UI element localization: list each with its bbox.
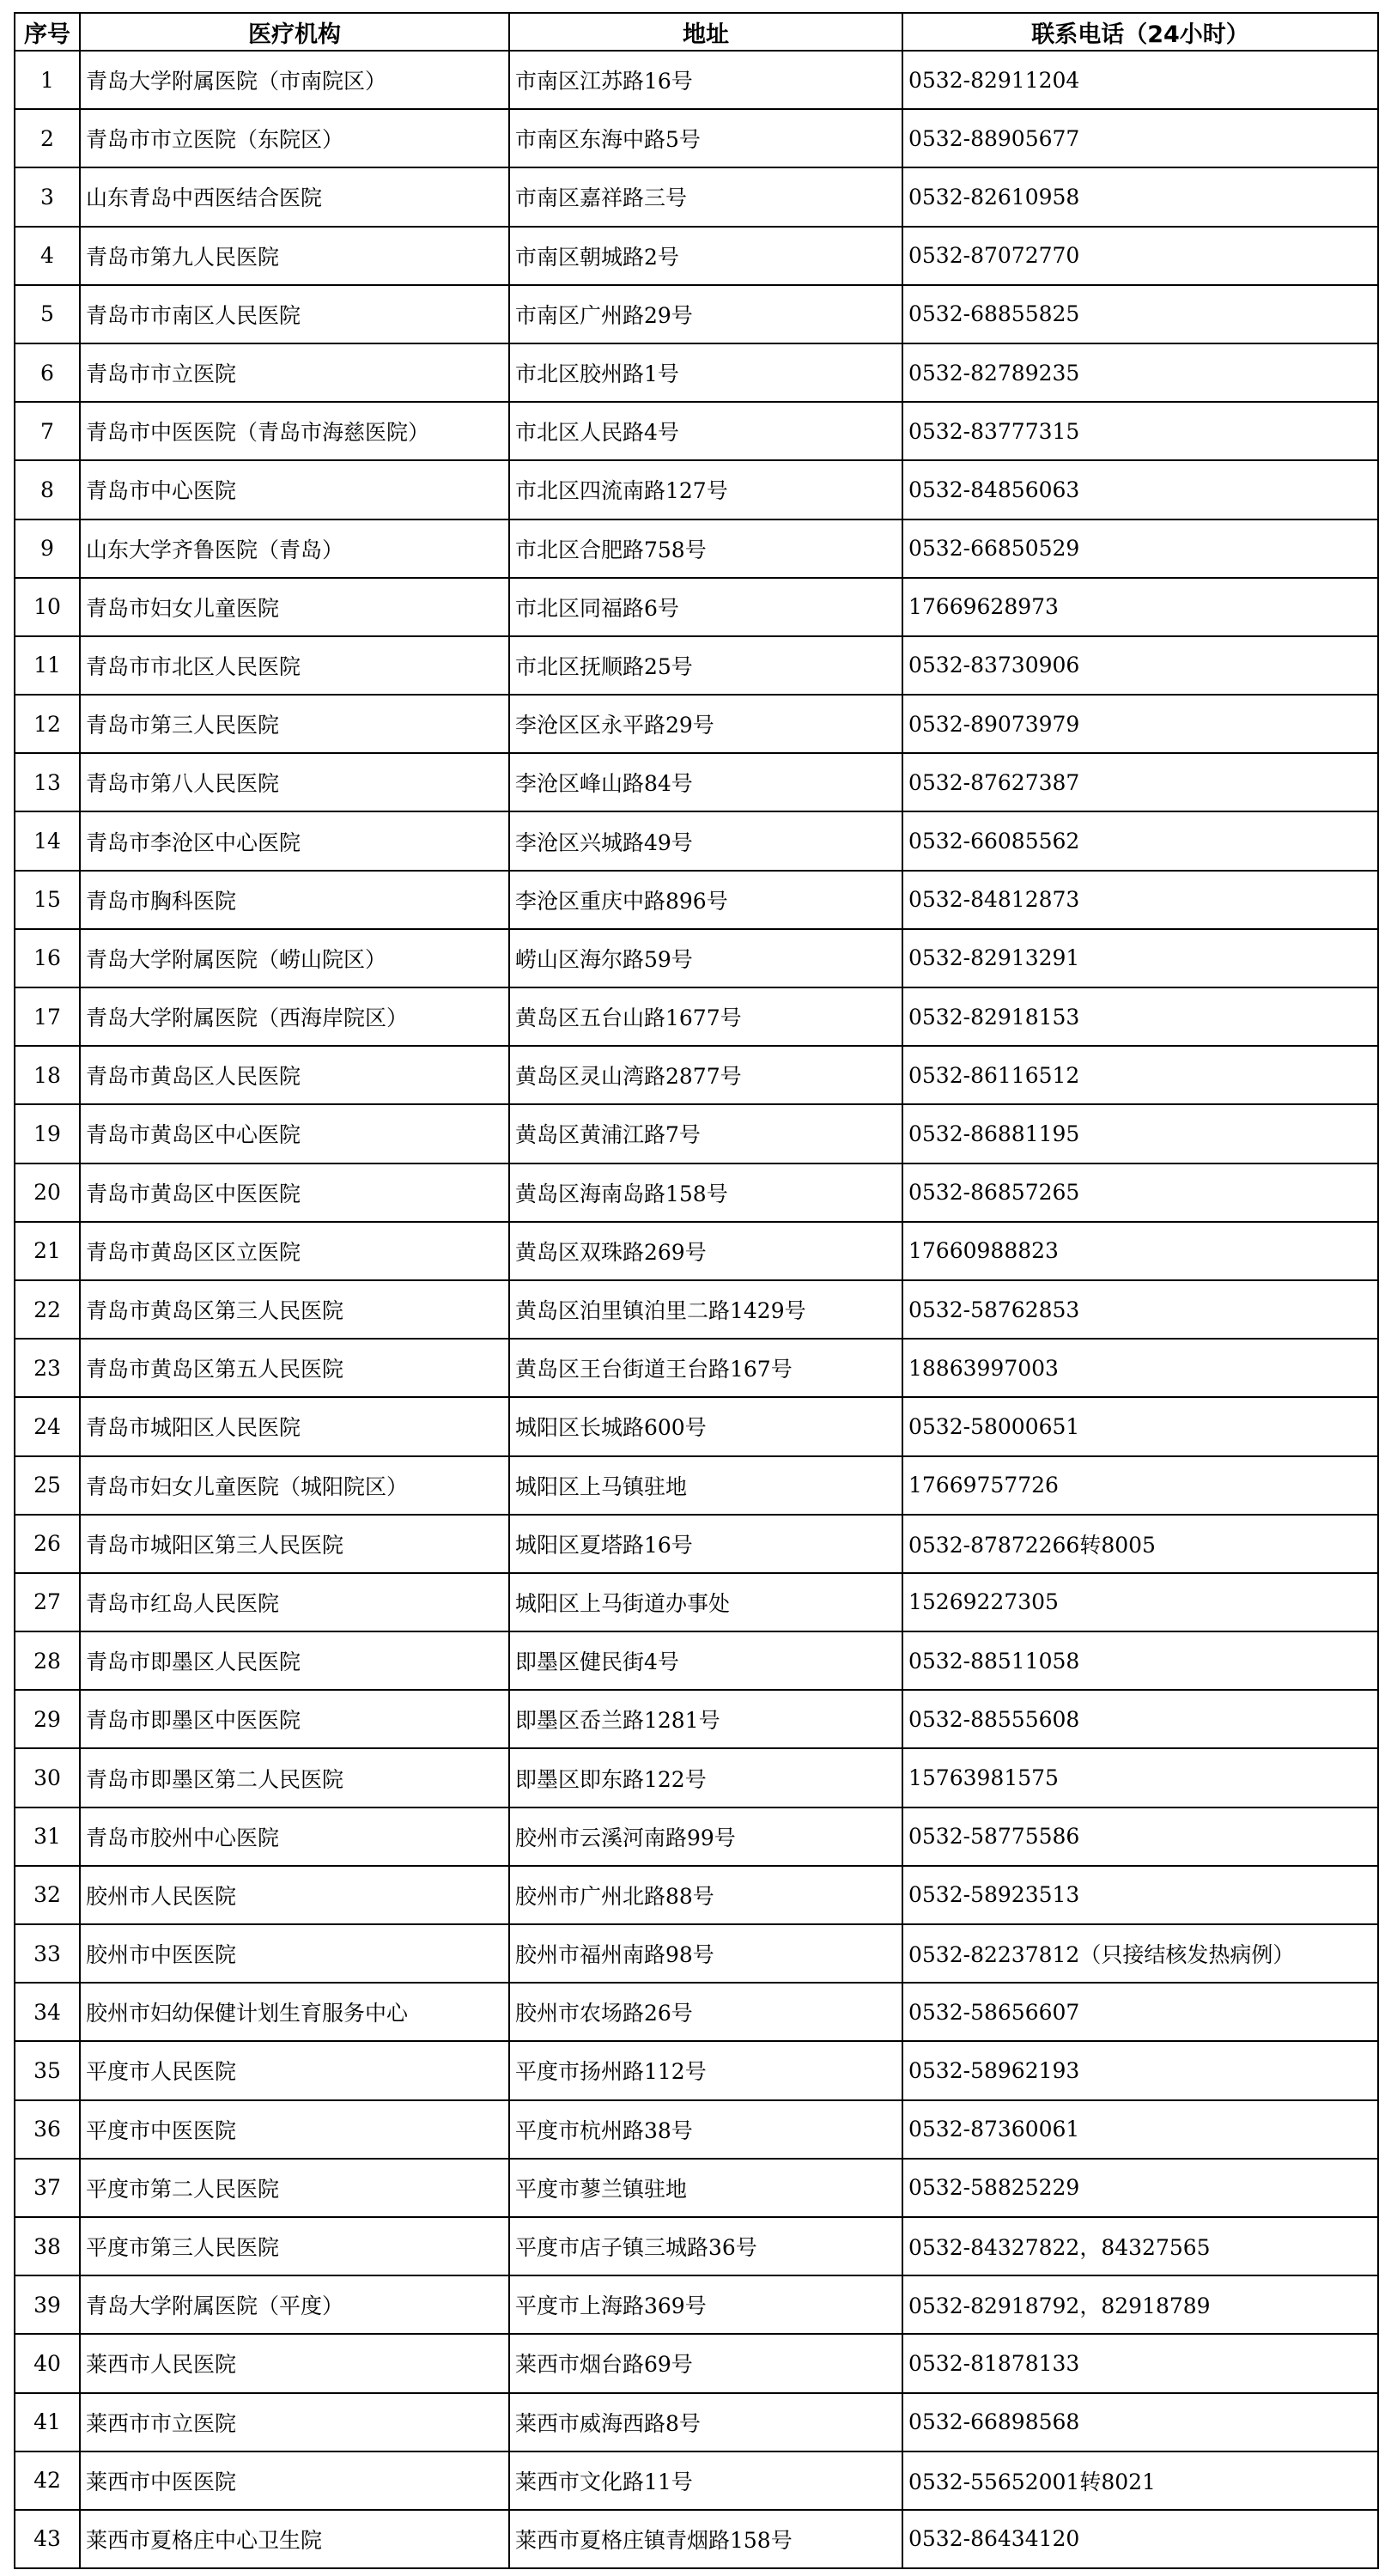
cell-tel: 0532-58656607 (902, 1983, 1378, 2041)
cell-addr: 黄岛区王台街道王台路167号 (509, 1339, 902, 1397)
table-row (15, 1456, 1378, 1515)
table-row (15, 753, 1378, 811)
cell-tel: 0532-82913291 (902, 929, 1378, 987)
cell-addr: 平度市店子镇三城路36号 (509, 2217, 902, 2275)
cell-no: 32 (15, 1866, 80, 1924)
table-row (15, 1280, 1378, 1339)
table-row (15, 1807, 1378, 1866)
cell-no: 24 (15, 1397, 80, 1455)
cell-no: 16 (15, 929, 80, 987)
cell-no: 12 (15, 695, 80, 753)
cell-addr: 黄岛区灵山湾路2877号 (509, 1046, 902, 1104)
cell-addr: 胶州市云溪河南路99号 (509, 1807, 902, 1866)
cell-name: 青岛市即墨区第二人民医院 (80, 1748, 509, 1807)
cell-name: 青岛市市北区人民医院 (80, 636, 509, 695)
table-row (15, 227, 1378, 285)
table-row (15, 1163, 1378, 1222)
table-row (15, 285, 1378, 343)
cell-no: 30 (15, 1748, 80, 1807)
cell-no: 31 (15, 1807, 80, 1866)
cell-addr: 黄岛区黄浦江路7号 (509, 1104, 902, 1163)
cell-tel: 0532-89073979 (902, 695, 1378, 753)
cell-name: 胶州市人民医院 (80, 1866, 509, 1924)
cell-no: 42 (15, 2451, 80, 2510)
cell-addr: 城阳区上马镇驻地 (509, 1456, 902, 1515)
cell-tel: 15763981575 (902, 1748, 1378, 1807)
cell-addr: 李沧区峰山路84号 (509, 753, 902, 811)
table-row (15, 1631, 1378, 1690)
cell-name: 青岛市红岛人民医院 (80, 1573, 509, 1631)
cell-tel: 0532-58000651 (902, 1397, 1378, 1455)
cell-addr: 胶州市福州南路98号 (509, 1924, 902, 1983)
cell-no: 20 (15, 1163, 80, 1222)
cell-name: 青岛市市立医院（东院区） (80, 109, 509, 167)
cell-name: 青岛市第八人民医院 (80, 753, 509, 811)
table-row (15, 1515, 1378, 1573)
hospital-table (14, 12, 1379, 2569)
table-row (15, 929, 1378, 987)
cell-no: 17 (15, 987, 80, 1046)
cell-name: 平度市人民医院 (80, 2041, 509, 2099)
cell-no: 19 (15, 1104, 80, 1163)
cell-no: 15 (15, 871, 80, 929)
cell-tel: 0532-55652001转8021 (902, 2451, 1378, 2510)
cell-tel: 0532-86857265 (902, 1163, 1378, 1222)
table-body (15, 51, 1378, 2568)
cell-no: 27 (15, 1573, 80, 1631)
cell-tel: 0532-82610958 (902, 167, 1378, 226)
cell-addr: 李沧区区永平路29号 (509, 695, 902, 753)
cell-tel: 0532-82911204 (902, 51, 1378, 109)
cell-name: 平度市第二人民医院 (80, 2159, 509, 2217)
cell-addr: 市北区人民路4号 (509, 402, 902, 460)
cell-tel: 0532-58762853 (902, 1280, 1378, 1339)
document-page (14, 12, 1377, 2569)
cell-name: 平度市第三人民医院 (80, 2217, 509, 2275)
cell-no: 37 (15, 2159, 80, 2217)
table-row (15, 1222, 1378, 1280)
cell-no: 11 (15, 636, 80, 695)
cell-addr: 市北区抚顺路25号 (509, 636, 902, 695)
cell-name: 青岛市李沧区中心医院 (80, 811, 509, 870)
table-row (15, 1983, 1378, 2041)
cell-no: 5 (15, 285, 80, 343)
cell-no: 6 (15, 343, 80, 402)
cell-addr: 黄岛区泊里镇泊里二路1429号 (509, 1280, 902, 1339)
header-row (15, 13, 1378, 51)
table-row (15, 51, 1378, 109)
cell-tel: 0532-82789235 (902, 343, 1378, 402)
cell-name: 胶州市中医医院 (80, 1924, 509, 1983)
cell-name: 莱西市人民医院 (80, 2334, 509, 2392)
cell-tel: 0532-58825229 (902, 2159, 1378, 2217)
cell-tel: 0532-82237812（只接结核发热病例） (902, 1924, 1378, 1983)
cell-no: 18 (15, 1046, 80, 1104)
cell-addr: 莱西市烟台路69号 (509, 2334, 902, 2392)
table-row (15, 636, 1378, 695)
table-row (15, 695, 1378, 753)
cell-no: 10 (15, 578, 80, 636)
cell-name: 青岛市中医医院（青岛市海慈医院） (80, 402, 509, 460)
cell-addr: 即墨区岙兰路1281号 (509, 1690, 902, 1748)
cell-tel: 0532-81878133 (902, 2334, 1378, 2392)
cell-tel: 0532-87360061 (902, 2100, 1378, 2159)
cell-addr: 黄岛区海南岛路158号 (509, 1163, 902, 1222)
table-row (15, 1339, 1378, 1397)
cell-addr: 莱西市文化路11号 (509, 2451, 902, 2510)
cell-tel: 0532-84812873 (902, 871, 1378, 929)
cell-addr: 市南区嘉祥路三号 (509, 167, 902, 226)
table-row (15, 578, 1378, 636)
cell-addr: 莱西市威海西路8号 (509, 2393, 902, 2451)
cell-addr: 城阳区长城路600号 (509, 1397, 902, 1455)
cell-addr: 市北区同福路6号 (509, 578, 902, 636)
cell-addr: 黄岛区双珠路269号 (509, 1222, 902, 1280)
cell-addr: 黄岛区五台山路1677号 (509, 987, 902, 1046)
cell-tel: 0532-86434120 (902, 2510, 1378, 2568)
cell-tel: 0532-58923513 (902, 1866, 1378, 1924)
cell-no: 36 (15, 2100, 80, 2159)
cell-no: 25 (15, 1456, 80, 1515)
cell-name: 莱西市夏格庄中心卫生院 (80, 2510, 509, 2568)
cell-addr: 李沧区重庆中路896号 (509, 871, 902, 929)
cell-no: 23 (15, 1339, 80, 1397)
cell-name: 青岛市第九人民医院 (80, 227, 509, 285)
cell-tel: 0532-88555608 (902, 1690, 1378, 1748)
cell-name: 青岛市妇女儿童医院 (80, 578, 509, 636)
table-row (15, 343, 1378, 402)
cell-name: 青岛市黄岛区人民医院 (80, 1046, 509, 1104)
cell-tel: 0532-82918153 (902, 987, 1378, 1046)
cell-tel: 0532-84327822，84327565 (902, 2217, 1378, 2275)
cell-name: 平度市中医医院 (80, 2100, 509, 2159)
cell-name: 青岛市胸科医院 (80, 871, 509, 929)
cell-tel: 0532-83730906 (902, 636, 1378, 695)
cell-tel: 17669757726 (902, 1456, 1378, 1515)
cell-addr: 市南区东海中路5号 (509, 109, 902, 167)
cell-addr: 市南区广州路29号 (509, 285, 902, 343)
table-row (15, 1573, 1378, 1631)
table-row (15, 2041, 1378, 2099)
cell-tel: 0532-87072770 (902, 227, 1378, 285)
cell-addr: 平度市杭州路38号 (509, 2100, 902, 2159)
table-row (15, 167, 1378, 226)
cell-no: 14 (15, 811, 80, 870)
table-row (15, 2100, 1378, 2159)
table-row (15, 1104, 1378, 1163)
cell-addr: 李沧区兴城路49号 (509, 811, 902, 870)
cell-no: 35 (15, 2041, 80, 2099)
cell-addr: 胶州市广州北路88号 (509, 1866, 902, 1924)
header-no: 序号 (15, 13, 80, 51)
cell-name: 青岛大学附属医院（平度） (80, 2275, 509, 2334)
table-row (15, 1924, 1378, 1983)
cell-name: 青岛市即墨区人民医院 (80, 1631, 509, 1690)
table-row (15, 987, 1378, 1046)
cell-name: 莱西市中医医院 (80, 2451, 509, 2510)
cell-name: 青岛大学附属医院（市南院区） (80, 51, 509, 109)
cell-name: 青岛市市立医院 (80, 343, 509, 402)
table-row (15, 2334, 1378, 2392)
table-row (15, 2393, 1378, 2451)
cell-no: 28 (15, 1631, 80, 1690)
cell-addr: 平度市上海路369号 (509, 2275, 902, 2334)
cell-no: 9 (15, 519, 80, 578)
header-tel: 联系电话（24小时） (902, 13, 1378, 51)
cell-name: 青岛市黄岛区第五人民医院 (80, 1339, 509, 1397)
cell-tel: 0532-66085562 (902, 811, 1378, 870)
cell-tel: 17660988823 (902, 1222, 1378, 1280)
cell-no: 33 (15, 1924, 80, 1983)
cell-no: 43 (15, 2510, 80, 2568)
table-row (15, 1748, 1378, 1807)
cell-addr: 平度市蓼兰镇驻地 (509, 2159, 902, 2217)
table-row (15, 871, 1378, 929)
cell-no: 3 (15, 167, 80, 226)
cell-tel: 0532-88511058 (902, 1631, 1378, 1690)
cell-name: 青岛市城阳区第三人民医院 (80, 1515, 509, 1573)
cell-no: 8 (15, 460, 80, 519)
cell-no: 13 (15, 753, 80, 811)
table-row (15, 109, 1378, 167)
table-row (15, 2217, 1378, 2275)
cell-addr: 市北区胶州路1号 (509, 343, 902, 402)
table-row (15, 402, 1378, 460)
cell-name: 青岛市黄岛区中医医院 (80, 1163, 509, 1222)
cell-tel: 17669628973 (902, 578, 1378, 636)
cell-name: 青岛市胶州中心医院 (80, 1807, 509, 1866)
cell-name: 青岛市黄岛区中心医院 (80, 1104, 509, 1163)
cell-addr: 城阳区上马街道办事处 (509, 1573, 902, 1631)
cell-tel: 0532-82918792，82918789 (902, 2275, 1378, 2334)
cell-name: 胶州市妇幼保健计划生育服务中心 (80, 1983, 509, 2041)
cell-addr: 城阳区夏塔路16号 (509, 1515, 902, 1573)
cell-no: 38 (15, 2217, 80, 2275)
cell-tel: 0532-58962193 (902, 2041, 1378, 2099)
cell-name: 青岛市妇女儿童医院（城阳院区） (80, 1456, 509, 1515)
cell-addr: 崂山区海尔路59号 (509, 929, 902, 987)
header-name: 医疗机构 (80, 13, 509, 51)
cell-no: 26 (15, 1515, 80, 1573)
table-row (15, 1690, 1378, 1748)
cell-name: 青岛市黄岛区第三人民医院 (80, 1280, 509, 1339)
cell-addr: 平度市扬州路112号 (509, 2041, 902, 2099)
table-row (15, 519, 1378, 578)
cell-no: 4 (15, 227, 80, 285)
table-row (15, 2159, 1378, 2217)
cell-tel: 0532-87872266转8005 (902, 1515, 1378, 1573)
cell-name: 青岛市第三人民医院 (80, 695, 509, 753)
table-row (15, 1397, 1378, 1455)
cell-name: 青岛市中心医院 (80, 460, 509, 519)
cell-tel: 0532-66850529 (902, 519, 1378, 578)
cell-tel: 0532-87627387 (902, 753, 1378, 811)
cell-name: 青岛大学附属医院（崂山院区） (80, 929, 509, 987)
header-addr: 地址 (509, 13, 902, 51)
cell-name: 青岛市城阳区人民医院 (80, 1397, 509, 1455)
cell-name: 青岛大学附属医院（西海岸院区） (80, 987, 509, 1046)
cell-no: 2 (15, 109, 80, 167)
cell-tel: 0532-84856063 (902, 460, 1378, 519)
cell-addr: 市南区江苏路16号 (509, 51, 902, 109)
table-row (15, 1866, 1378, 1924)
cell-tel: 0532-86881195 (902, 1104, 1378, 1163)
cell-no: 29 (15, 1690, 80, 1748)
cell-name: 青岛市即墨区中医医院 (80, 1690, 509, 1748)
cell-name: 青岛市黄岛区区立医院 (80, 1222, 509, 1280)
cell-addr: 市北区合肥路758号 (509, 519, 902, 578)
table-row (15, 1046, 1378, 1104)
cell-tel: 15269227305 (902, 1573, 1378, 1631)
cell-addr: 即墨区即东路122号 (509, 1748, 902, 1807)
cell-no: 1 (15, 51, 80, 109)
cell-tel: 0532-68855825 (902, 285, 1378, 343)
cell-tel: 0532-86116512 (902, 1046, 1378, 1104)
cell-no: 21 (15, 1222, 80, 1280)
cell-name: 山东青岛中西医结合医院 (80, 167, 509, 226)
cell-name: 青岛市市南区人民医院 (80, 285, 509, 343)
table-row (15, 2275, 1378, 2334)
cell-no: 34 (15, 1983, 80, 2041)
cell-no: 7 (15, 402, 80, 460)
cell-addr: 即墨区健民街4号 (509, 1631, 902, 1690)
table-row (15, 2510, 1378, 2568)
cell-name: 山东大学齐鲁医院（青岛） (80, 519, 509, 578)
cell-no: 22 (15, 1280, 80, 1339)
cell-tel: 0532-83777315 (902, 402, 1378, 460)
cell-tel: 0532-58775586 (902, 1807, 1378, 1866)
cell-no: 40 (15, 2334, 80, 2392)
cell-no: 39 (15, 2275, 80, 2334)
table-row (15, 811, 1378, 870)
cell-no: 41 (15, 2393, 80, 2451)
cell-tel: 0532-66898568 (902, 2393, 1378, 2451)
cell-name: 莱西市市立医院 (80, 2393, 509, 2451)
table-row (15, 2451, 1378, 2510)
cell-addr: 胶州市农场路26号 (509, 1983, 902, 2041)
cell-addr: 莱西市夏格庄镇青烟路158号 (509, 2510, 902, 2568)
cell-addr: 市北区四流南路127号 (509, 460, 902, 519)
table-row (15, 460, 1378, 519)
cell-addr: 市南区朝城路2号 (509, 227, 902, 285)
cell-tel: 0532-88905677 (902, 109, 1378, 167)
cell-tel: 18863997003 (902, 1339, 1378, 1397)
